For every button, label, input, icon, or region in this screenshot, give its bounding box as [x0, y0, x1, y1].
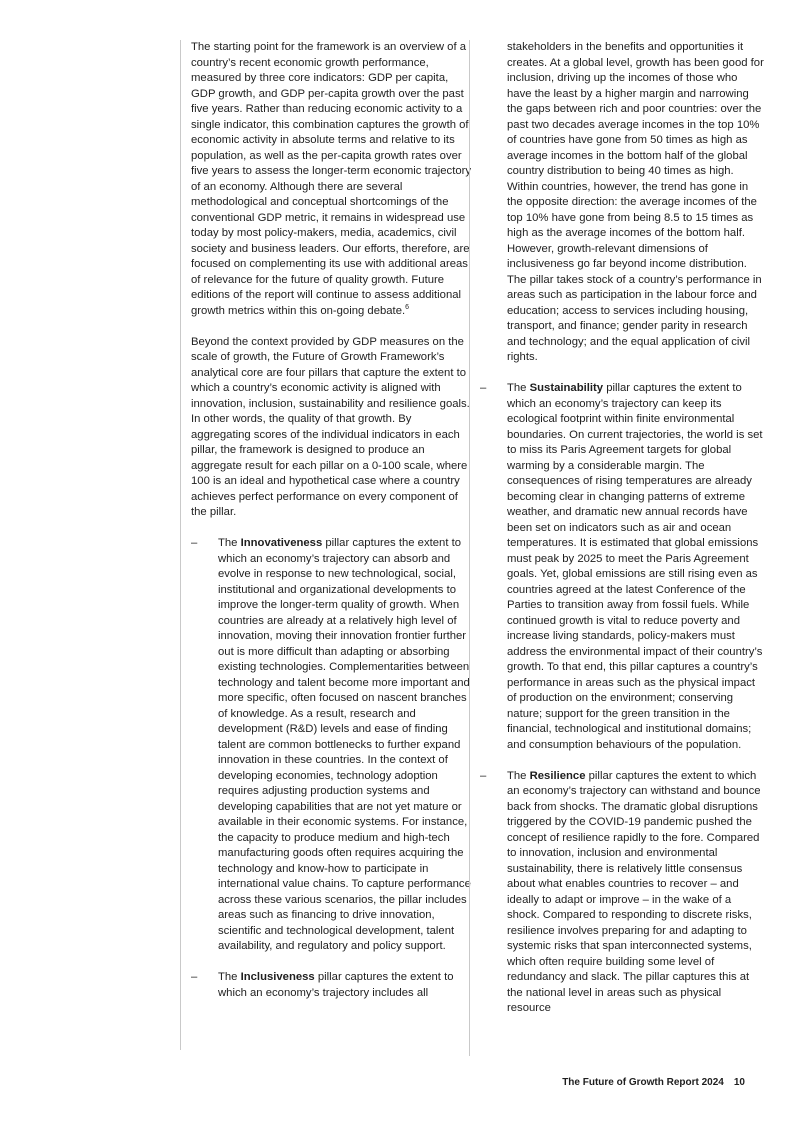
- inclusiveness-bullet-continued: stakeholders in the benefits and opportunities it creates. At a global level, growth has been good for inclusion, driving up the incomes of those who have the least by a higher margin and narrowing the gaps between rich and poor countries: over the past two decades average incomes in the top 10% of countries have gone from 50 times as high as average incomes in the bottom half of the global country distribution to being 40 times as high. Within countries, however, the trend has gone in the opposite direction: the average incomes of the top 10% have gone from being 8.5 to 15 times as high as the average incomes of the bottom half. However, growth-relevant dimensions of inclusiveness go far beyond income distribution. The pillar takes stock of a country’s performance in areas such as participation in the labour force and education; access to services including housing, transport, and finance; gender parity in research and technology; and the equal application of civil rights.: [507, 41, 764, 363]
- page-footer: [562, 1077, 745, 1088]
- resilience-term: Resilience: [529, 769, 586, 782]
- intro-paragraph: The starting point for the framework is an overview of a country’s recent economic growth performance, measured by three core indicators: GDP per capita, GDP growth, and GDP per-capita growth over the past five years. Rather than reducing economic activity to a single indicator, this combination captures the growth of economic activity in absolute terms and relative to its population, as well as the per-capita growth rates over five years to assess the longer-term economic trajectory of an economy. Although there are several methodological and conceptual shortcomings of the conventional GDP metric, it remains in widespread use today by most policy-makers, media, academics, civil society and business leaders. Our efforts, therefore, are focused on complementing its use with additional areas of relevance for the future of quality growth. Future editions of the report will continue to assess additional growth metrics within this on-going debate.$^6$: [191, 41, 472, 317]
- report-title: The Future of Growth Report 2024: [562, 1077, 724, 1088]
- inclusiveness-term: Inclusiveness: [240, 971, 315, 983]
- resilience-bullet: – The Resilience pillar captures the extent to which an economy’s trajectory can withstand and bounce back from shocks. The dramatic global disruptions triggered by the COVID-19 pandemic pushed the concept of resilience rapidly to the fore. Compared to innovation, inclusion and environmental sustainability, there is relatively little consensus about what enables countries to recover – and ideally to adapt or improve – in the wake of a shock. Compared to responding to discrete risks, resilience involves preparing for and adapting to systemic risks that span interconnected systems, which often require building some level of redundancy and slack. The pillar captures this at the national level in areas such as physical resource: [480, 769, 761, 1014]
- page-number: 10: [733, 1077, 745, 1088]
- bullet-dash: –: [480, 382, 487, 394]
- bullet-dash: –: [191, 537, 198, 549]
- footnote-reference[interactable]: 6: [405, 303, 410, 311]
- bullet-dash: –: [480, 769, 487, 782]
- sustainability-bullet: – The Sustainability pillar captures the extent to which an economy’s trajectory can keep its ecological footprint within finite environmental boundaries. On current trajectories, the world is set to miss its Paris Agreement targets for global warming by a considerable margin. The consequences of rising temperatures are already becoming clear in changing patterns of extreme weather, and dramatic new annual records have been set on indicators such as air and ocean temperatures. It is estimated that global emissions must peak by 2025 to meet the Paris Agreement goals. Yet, global emissions are still rising even as countries agreed at the latest Conference of the Parties to transition away from fossil fuels. While continued growth is vital to reduce poverty and increase living standards, policy-makers must address the environmental impact of their country’s growth. To that end, this pillar captures a country’s performance in areas such as the physical impact of production on the environment; conserving nature; support for the green transition in the financial, technological and institutional domains; and consumption behaviours of the population.: [480, 382, 763, 751]
- right-column: [469, 40, 765, 1056]
- innovativeness-term: Innovativeness: [240, 537, 323, 549]
- innovativeness-bullet: – The Innovativeness pillar captures the extent to which an economy’s trajectory can absorb and evolve in response to new technological, social, institutional and organizational developments to improve the longer-term quality of growth. When countries are already at a relatively high level of innovation, moving their innovation frontier further out is more difficult than adapting or absorbing existing technologies. Complementarities between technology and talent become more important and more specific, often focused on nascent branches of knowledge. As a result, research and development (R&D) levels and ease of finding talent are common bottlenecks to further expand innovation in these countries. In the context of developing economies, technology adoption requires adjusting production systems and developing capabilities that are not yet mature or available in their economic systems. For instance, the capacity to produce medium and high-tech manufacturing goods often requires acquiring the technology and know-how to participate in international value chains. To capture performance across these various scenarios, the pillar includes areas such as financing to drive innovation, scientific and technological development, talent availability, and regulatory and policy support.: [191, 537, 471, 952]
- sustainability-term: Sustainability: [529, 382, 604, 394]
- left-column: [180, 40, 473, 1050]
- inclusiveness-bullet: – The Inclusiveness pillar captures the extent to which an economy’s trajectory includes all: [191, 971, 454, 999]
- pillars-paragraph: Beyond the context provided by GDP measures on the scale of growth, the Future of Growth Framework’s analytical core are four pillars that capture the extent to which a country’s economic activity is aligned with innovation, inclusion, sustainability and resilience goals. In other words, the quality of that growth. By aggregating scores of the individual indicators in each pillar, the framework is designed to produce an aggregate result for each pillar on a 0-100 scale, where 100 is an ideal and hypothetical case where a country achieves perfect performance on every component of the pillar.: [191, 335, 470, 518]
- bullet-dash: –: [191, 971, 198, 983]
